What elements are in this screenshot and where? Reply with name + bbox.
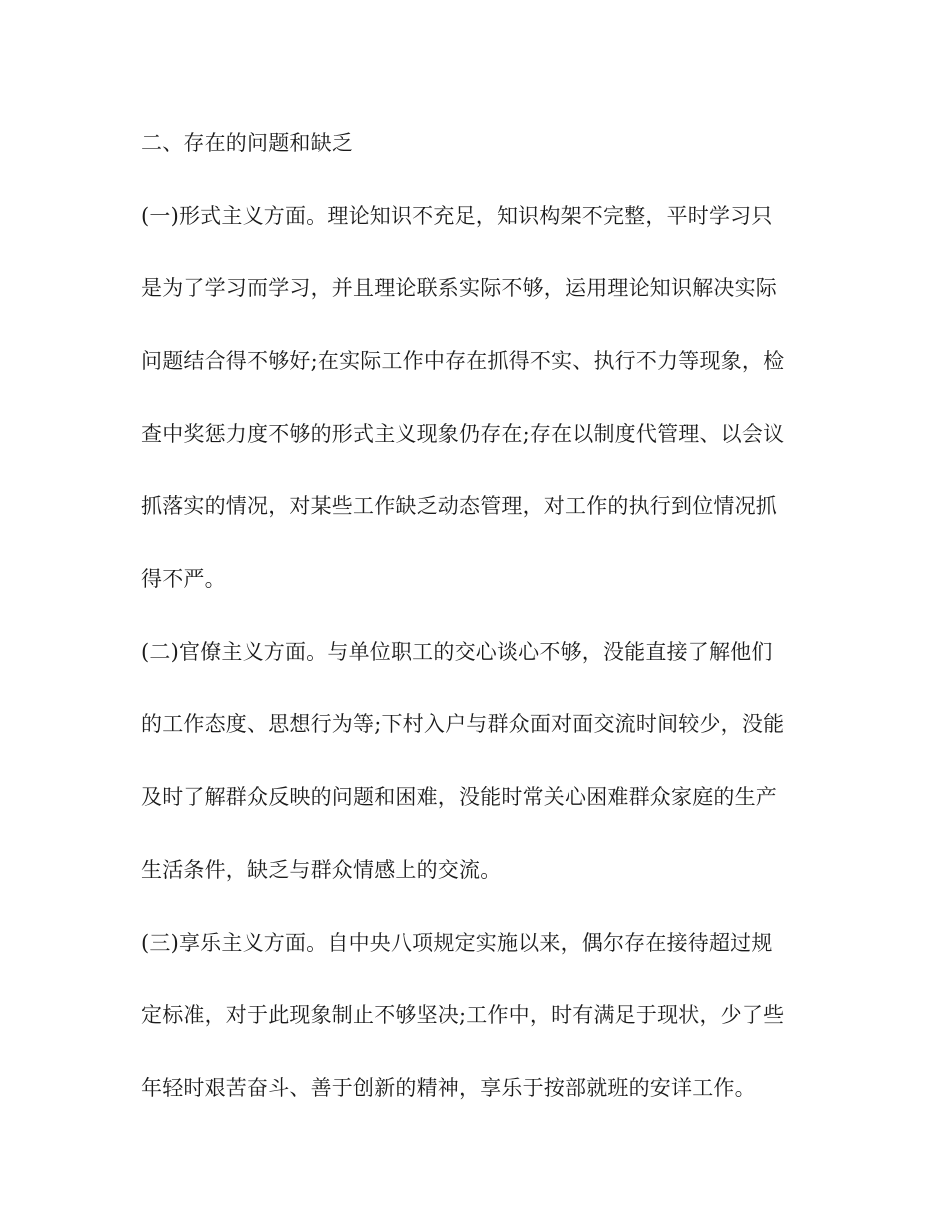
section-heading: 二、存在的问题和缺乏 [141, 131, 353, 155]
text-line-6: 得不严。 [141, 567, 226, 591]
text-line-7: (二)官僚主义方面。与单位职工的交心谈心不够，没能直接了解他们 [141, 640, 773, 664]
text-line-12: 定标准，对于此现象制止不够坚决;工作中，时有满足于现状，少了些 [141, 1003, 785, 1027]
text-line-9: 及时了解群众反映的问题和困难，没能时常关心困难群众家庭的生产 [141, 785, 777, 809]
text-line-11: (三)享乐主义方面。自中央八项规定实施以来，偶尔存在接待超过规 [141, 931, 773, 955]
text-line-8: 的工作态度、思想行为等;下村入户与群众面对面交流时间较少，没能 [141, 712, 785, 736]
text-line-5: 抓落实的情况，对某些工作缺乏动态管理，对工作的执行到位情况抓 [141, 494, 777, 518]
text-line-3: 问题结合得不够好;在实际工作中存在抓得不实、执行不力等现象，检 [141, 349, 785, 373]
text-line-4: 查中奖惩力度不够的形式主义现象仍存在;存在以制度代管理、以会议 [141, 422, 785, 446]
text-line-1: (一)形式主义方面。理论知识不充足，知识构架不完整，平时学习只 [141, 204, 773, 228]
text-line-13: 年轻时艰苦奋斗、善于创新的精神，享乐于按部就班的安详工作。 [141, 1076, 756, 1100]
text-line-10: 生活条件，缺乏与群众情感上的交流。 [141, 858, 502, 882]
text-line-2: 是为了学习而学习，并且理论联系实际不够，运用理论知识解决实际 [141, 276, 777, 300]
